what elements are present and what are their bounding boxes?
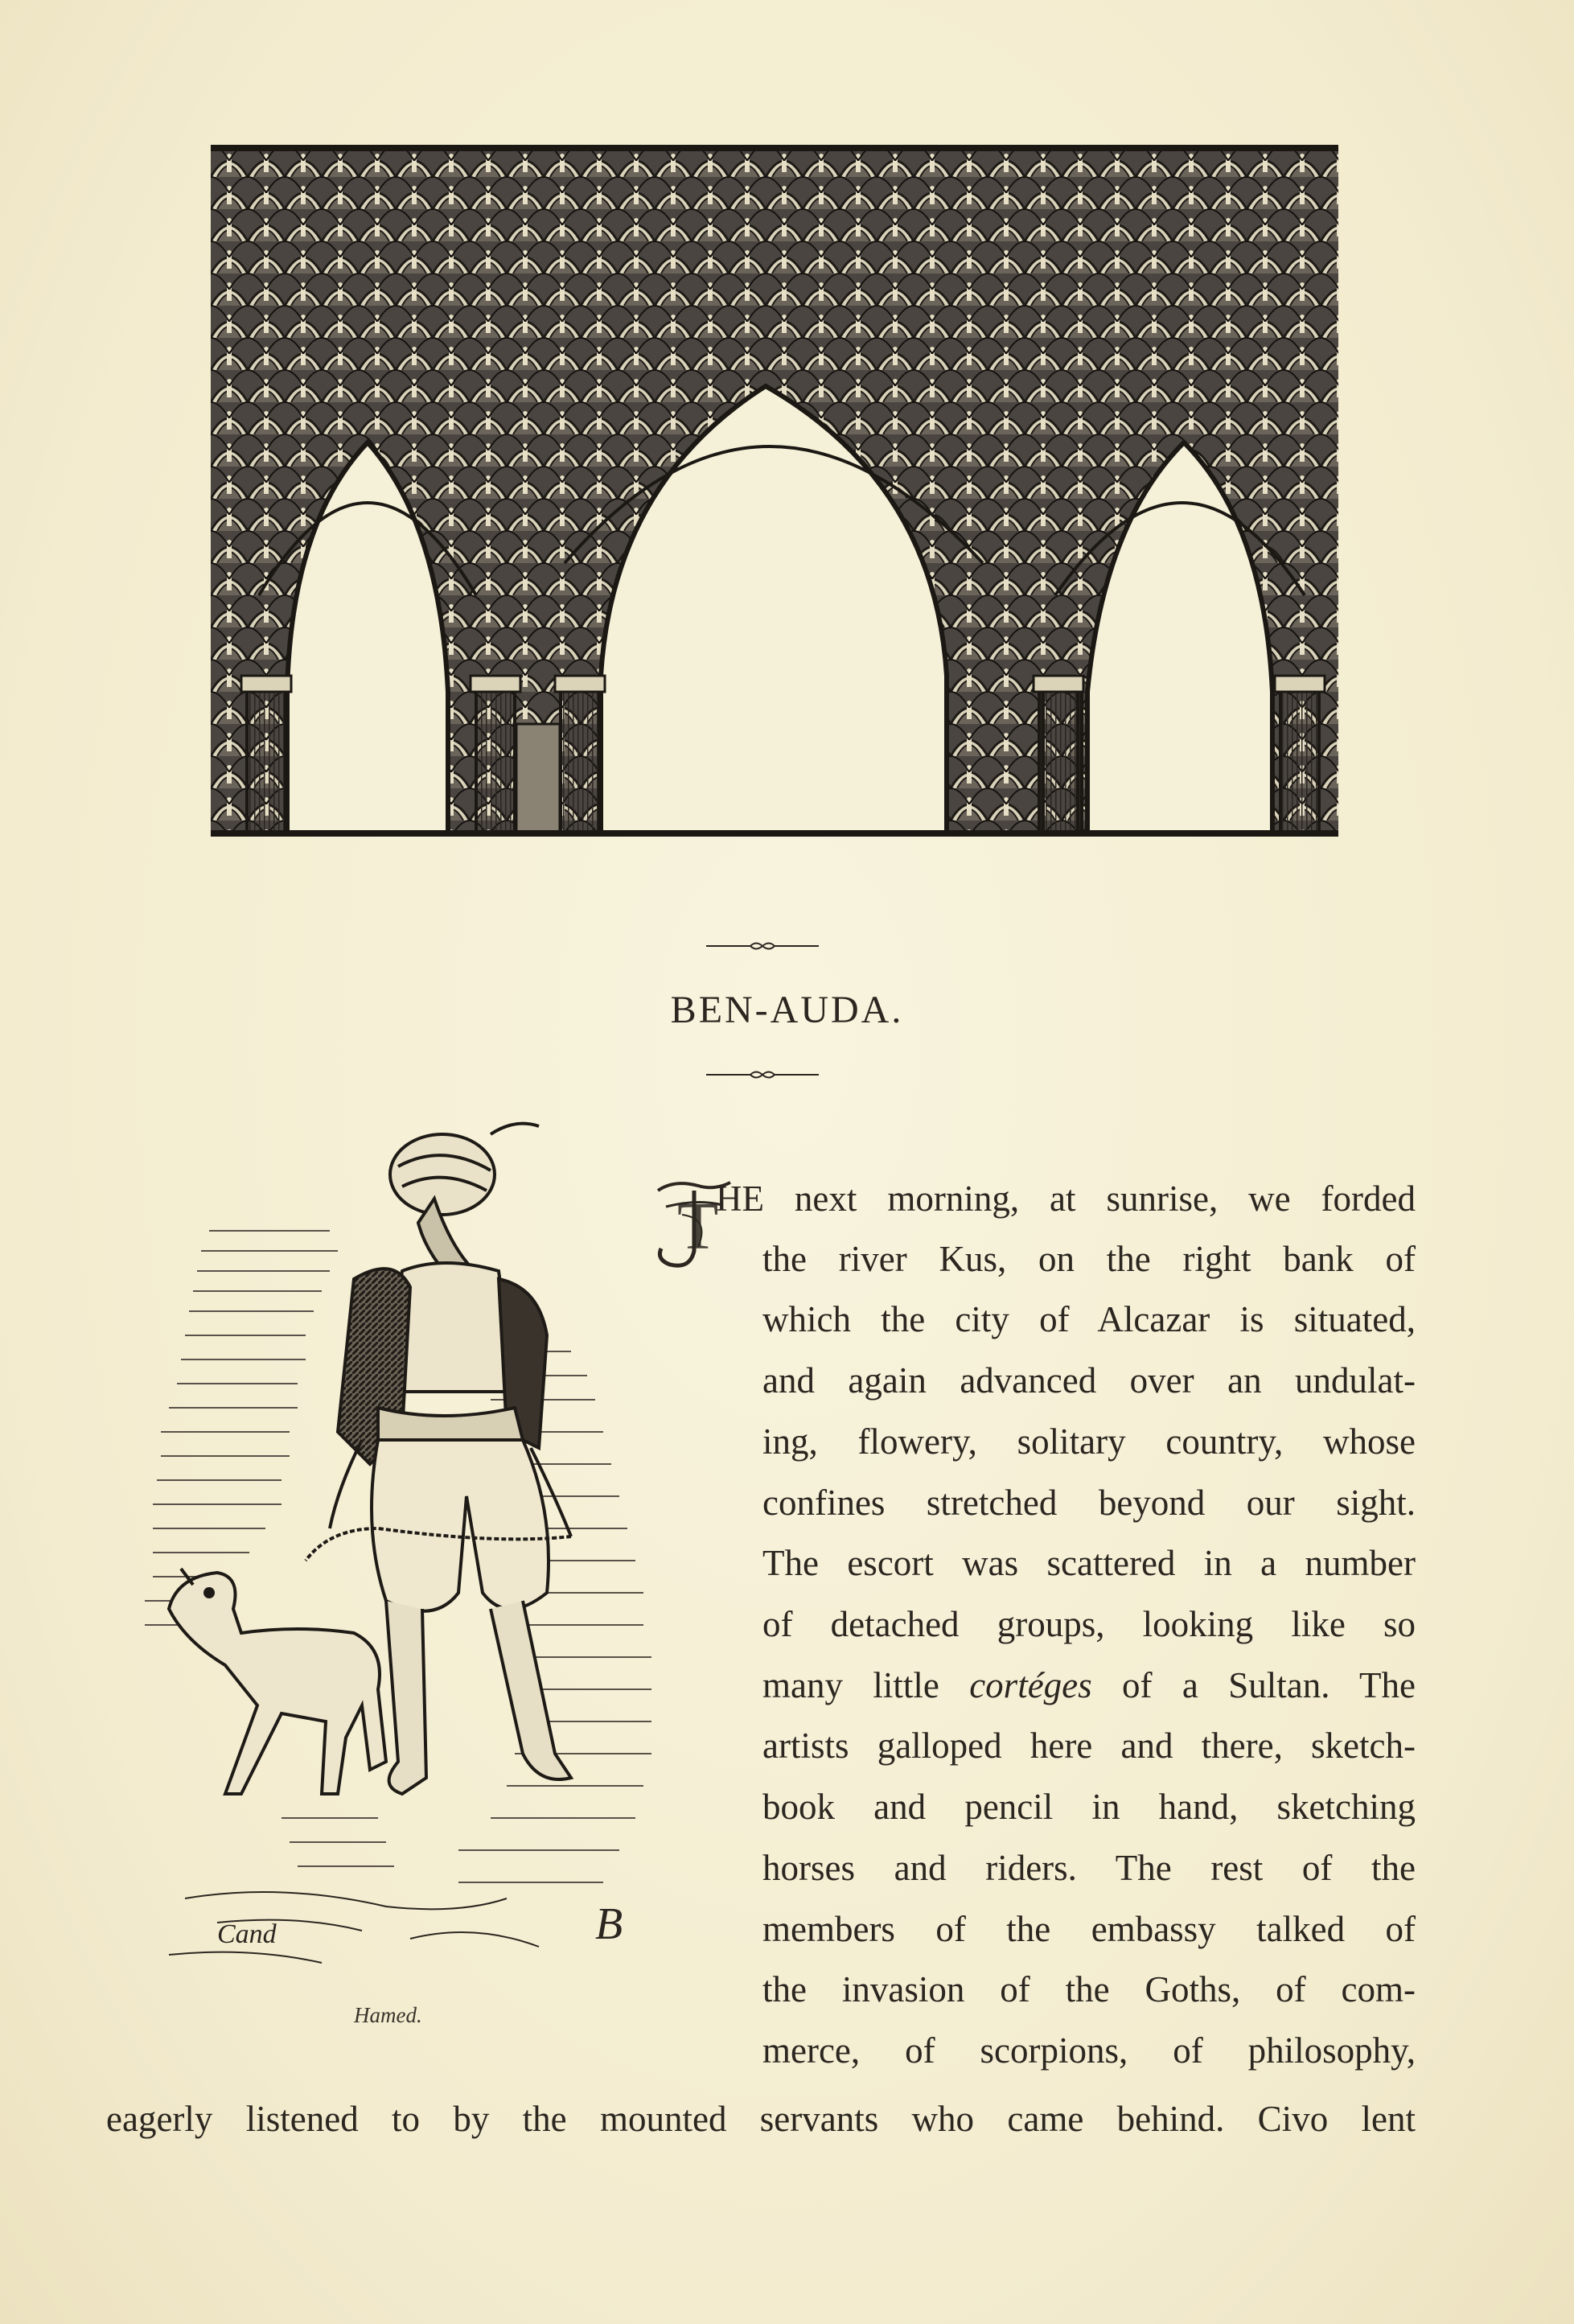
body-line-5: ing, flowery, solitary country, whose [762,1421,1416,1462]
ornament-top [706,938,819,954]
monogram: B [595,1899,623,1949]
body-line-9 [762,1665,1416,1705]
body-line-4: and again advanced over an undulat- [762,1360,1416,1401]
arcade-engraving [211,145,1338,837]
body-line-9-italic: cortéges [969,1665,1092,1705]
dog-figure [169,1569,386,1794]
body-line-2: the river Kus, on the right bank of [762,1239,1416,1279]
body-line-7: The escort was scattered in a number [762,1543,1416,1583]
ornament-bottom [706,1067,819,1083]
body-line-13: members of the embassy talked of [762,1909,1416,1949]
body-line-15: merce, of scorpions, of philosophy, [762,2030,1416,2071]
body-line-9-post: of a Sultan. The [1091,1665,1416,1705]
body-line-3: which the city of Alcazar is situated, [762,1299,1416,1339]
figure-caption: Hamed. [354,2003,422,2027]
body-line-8: of detached groups, looking like so [762,1604,1416,1644]
body-line-11: book and pencil in hand, sketching [762,1787,1416,1827]
signature-text: Cand [217,1919,277,1949]
body-line-14: the invasion of the Goths, of com- [762,1969,1416,2009]
body-line-9-pre: many little [762,1665,970,1705]
body-line-6: confines stretched beyond our sight. [762,1483,1416,1523]
body-line-10: artists galloped here and there, sketch- [762,1726,1416,1766]
figure-engraving [121,1110,700,1995]
body-line-1: HE next morning, at sunrise, we forded [716,1178,1416,1219]
body-line-16: eagerly listened to by the mounted servants who came behind. Civo lent [106,2099,1416,2139]
drop-cap-letter: T [677,1189,719,1264]
chapter-title: BEN-AUDA. [670,989,904,1031]
body-line-12: horses and riders. The rest of the [762,1848,1416,1888]
